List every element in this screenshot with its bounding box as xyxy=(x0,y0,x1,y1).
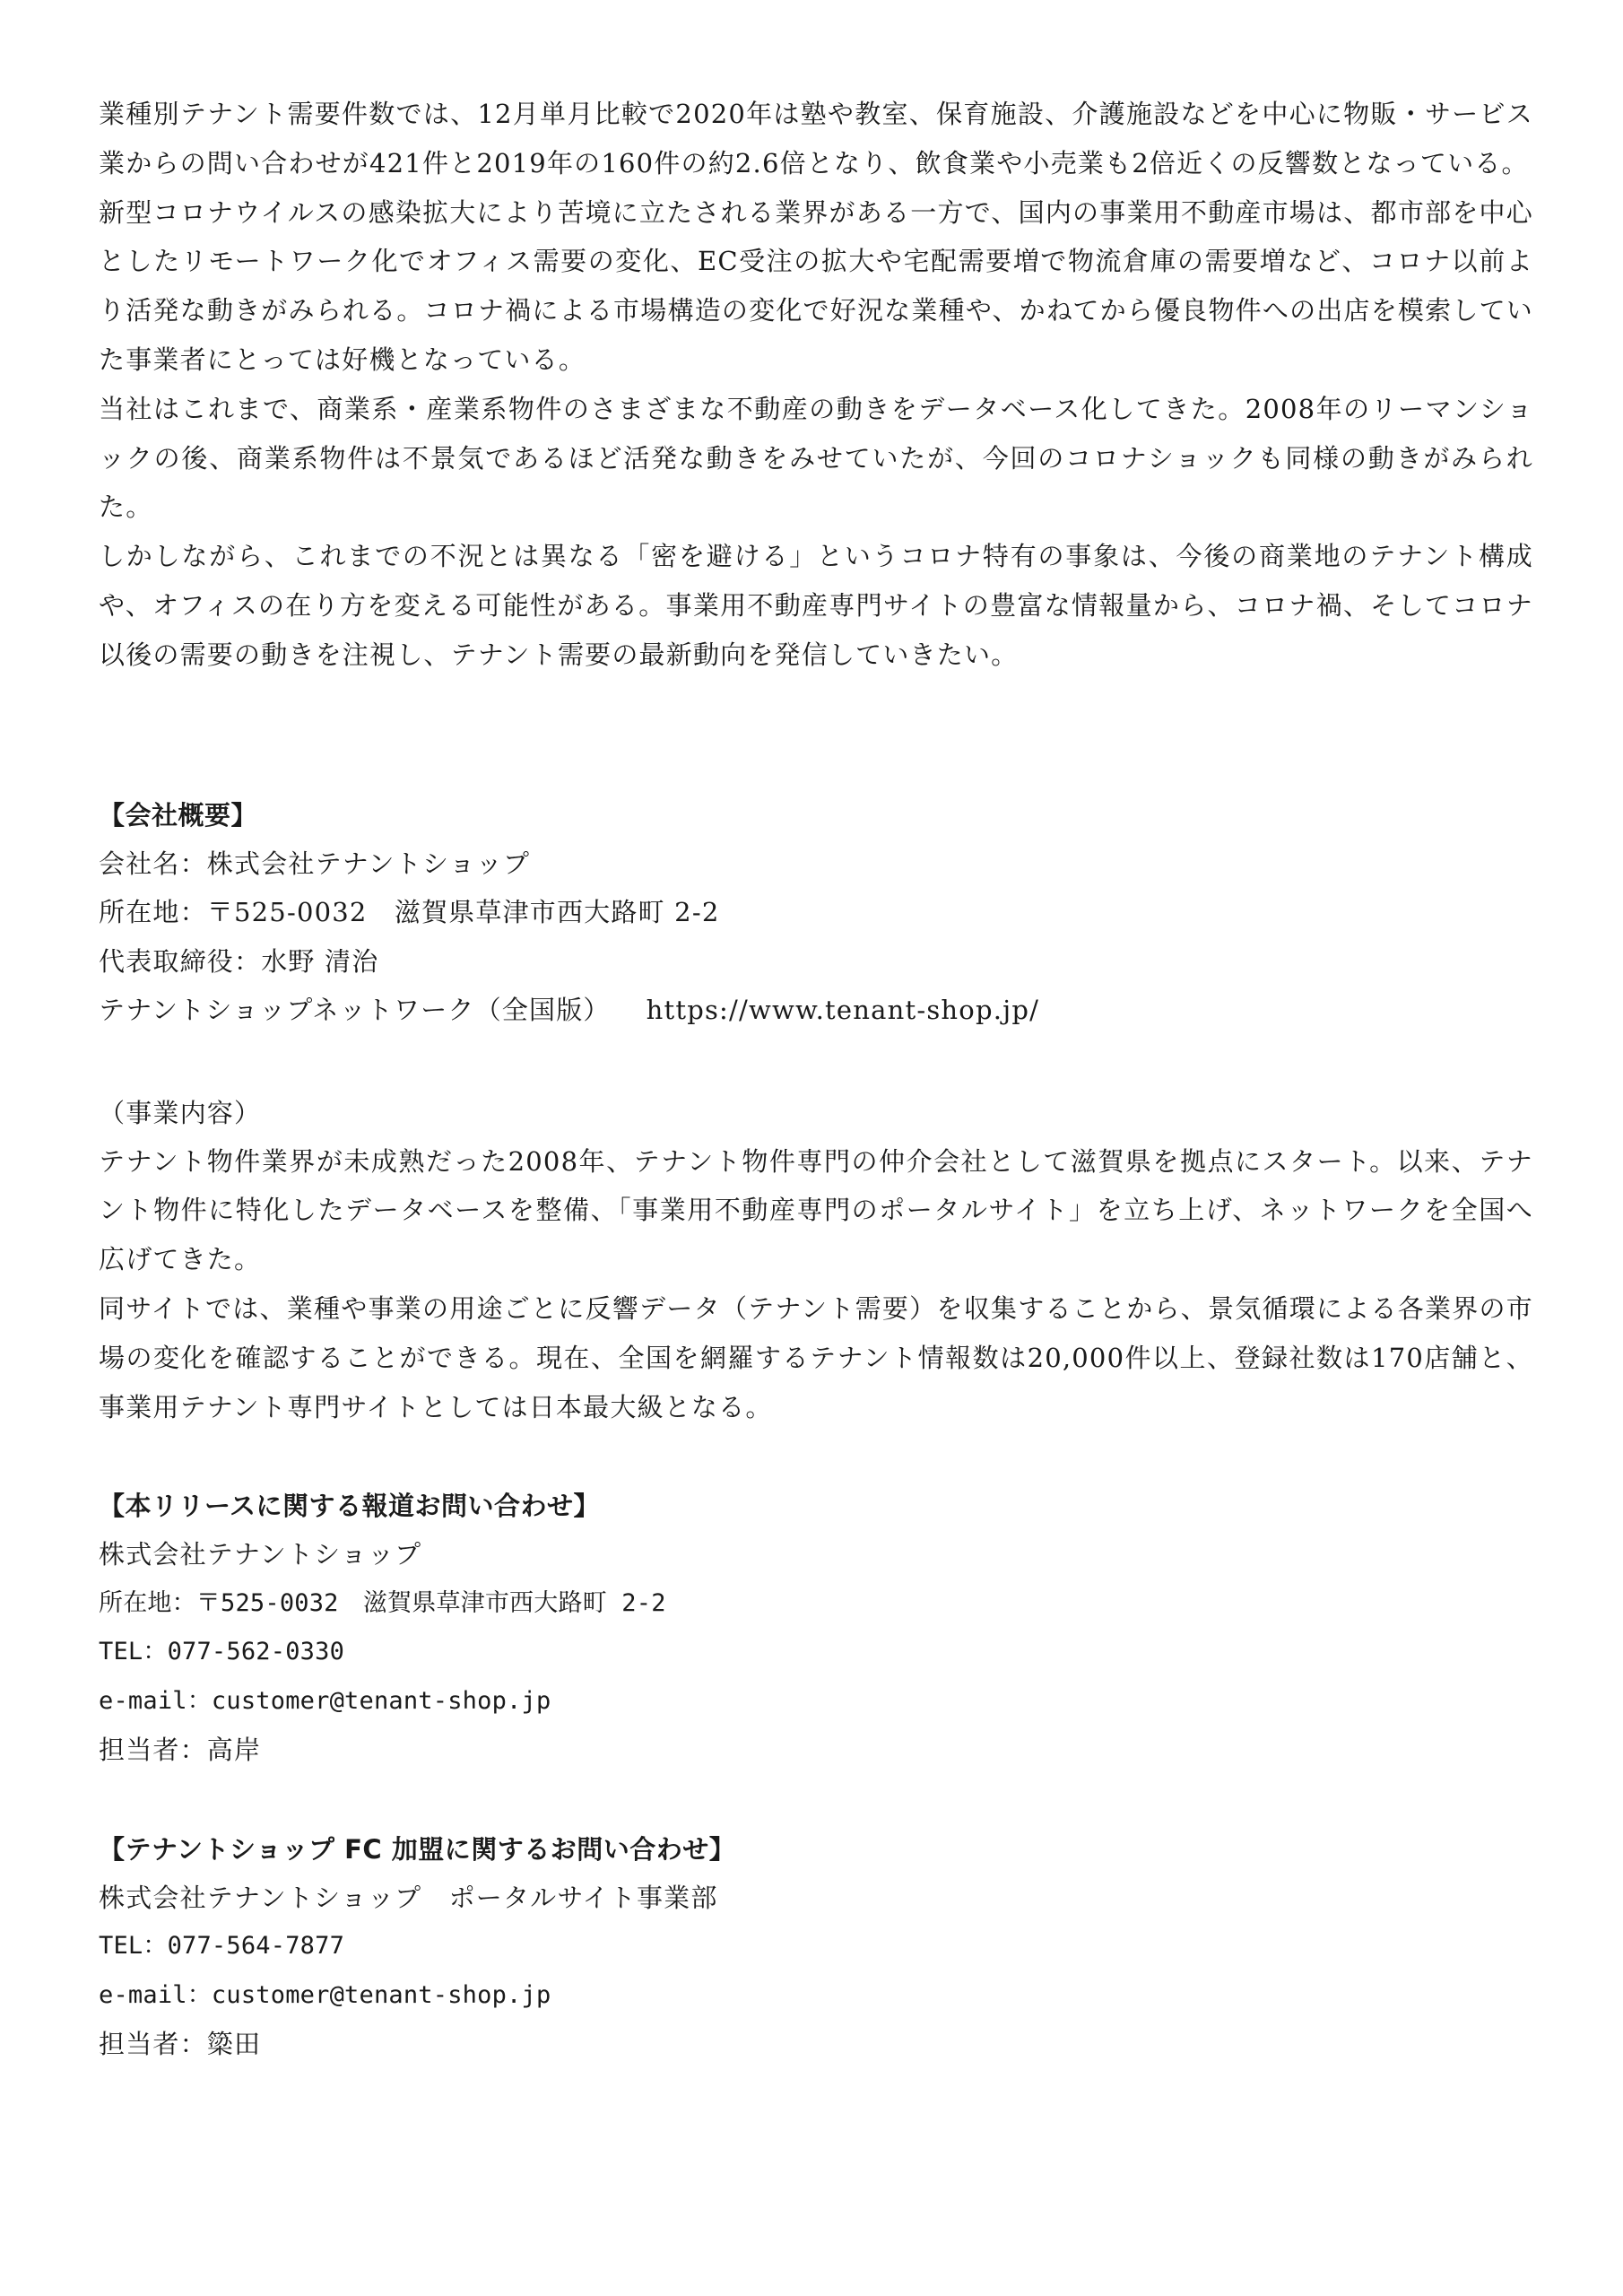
fc-contact-section xyxy=(99,1825,1533,2069)
body-paragraph-database: 当社はこれまで、商業系・産業系物件のさまざまな不動産の動きをデータベース化してきた。2008年のリーマンショックの後、商業系物件は不景気であるほど活発な動きをみせていたが、今回のコロナショックも同様の動きがみられた。 xyxy=(99,393,1533,523)
network-label: テナントショップネットワーク（全国版） xyxy=(99,995,611,1026)
press-contact-email[interactable]: e-mail：customer@tenant-shop.jp xyxy=(99,1686,551,1715)
fc-contact-tel: TEL：077-564-7877 xyxy=(99,1932,345,1961)
section-spacer xyxy=(99,1035,1533,1089)
fc-contact-email[interactable]: e-mail：customer@tenant-shop.jp xyxy=(99,1980,551,2009)
body-paragraph-covid-market: 新型コロナウイルスの感染拡大により苦境に立たされる業界がある一方で、国内の事業用不動産市場は、都市部を中心としたリモートワーク化でオフィス需要の変化、EC受注の拡大や宅配需要増で物流倉庫の需要増など、コロナ以前より活発な動きがみられる。コロナ禍による市場構造の変化で好況な業種や、かねてから優良物件への出店を模索していた事業者にとっては好機となっている。 xyxy=(99,196,1533,375)
fc-contact-person: 担当者：簗田 xyxy=(99,2029,262,2060)
business-paragraph-history: テナント物件業界が未成熟だった2008年、テナント物件専門の仲介会社として滋賀県を拠点にスタート。以来、テナント物件に特化したデータベースを整備、「事業用不動産専門のポータルサイト」を立ち上げ、ネットワークを全国へ広げてきた。 xyxy=(99,1145,1533,1275)
business-section xyxy=(99,1089,1533,1432)
fc-contact-company: 株式会社テナントショップ ポータルサイト事業部 xyxy=(99,1882,718,1913)
section-spacer xyxy=(99,680,1533,791)
press-contact-section xyxy=(99,1482,1533,1775)
body-paragraph-demand: 業種別テナント需要件数では、12月単月比較で2020年は塾や教室、保育施設、介護施設などを中心に物販・サービス業からの問い合わせが421件と2019年の160件の約2.6倍となり、飲食業や小売業も2倍近くの反響数となっている。 xyxy=(99,99,1533,178)
company-name: 会社名：株式会社テナントショップ xyxy=(99,848,531,879)
document-page xyxy=(99,90,1533,2069)
company-ceo: 代表取締役：水野 清治 xyxy=(99,945,379,977)
business-paragraph-site: 同サイトでは、業種や事業の用途ごとに反響データ（テナント需要）を収集することから、景気循環による各業界の市場の変化を確認することができる。現在、全国を網羅するテナント情報数は20,000件以上、登録社数は170店舗と、事業用テナント専門サイトとしては日本最大級となる。 xyxy=(99,1292,1533,1422)
company-network xyxy=(99,986,1533,1035)
company-overview-section xyxy=(99,791,1533,1035)
press-contact-tel: TEL：077-562-0330 xyxy=(99,1638,345,1666)
network-url-link[interactable]: https://www.tenant-shop.jp/ xyxy=(646,995,1040,1026)
company-overview-heading: 【会社概要】 xyxy=(99,799,258,831)
press-contact-person: 担当者：高岸 xyxy=(99,1735,262,1766)
section-spacer xyxy=(99,1775,1533,1825)
business-heading: （事業内容） xyxy=(99,1097,262,1128)
body-text xyxy=(99,90,1533,680)
press-contact-company: 株式会社テナントショップ xyxy=(99,1539,422,1570)
section-spacer xyxy=(99,1431,1533,1482)
company-address: 所在地：〒525-0032 滋賀県草津市西大路町 2-2 xyxy=(99,897,720,928)
press-contact-heading: 【本リリースに関する報道お問い合わせ】 xyxy=(99,1491,601,1522)
fc-contact-heading: 【テナントショップ FC 加盟に関するお問い合わせ】 xyxy=(99,1833,736,1865)
body-paragraph-outlook: しかしながら、これまでの不況とは異なる「密を避ける」というコロナ特有の事象は、今後の商業地のテナント構成や、オフィスの在り方を変える可能性がある。事業用不動産専門サイトの豊富な情報量から、コロナ禍、そしてコロナ以後の需要の動きを注視し、テナント需要の最新動向を発信していきたい。 xyxy=(99,541,1533,670)
press-contact-address: 所在地：〒525-0032 滋賀県草津市西大路町 2-2 xyxy=(99,1588,666,1617)
